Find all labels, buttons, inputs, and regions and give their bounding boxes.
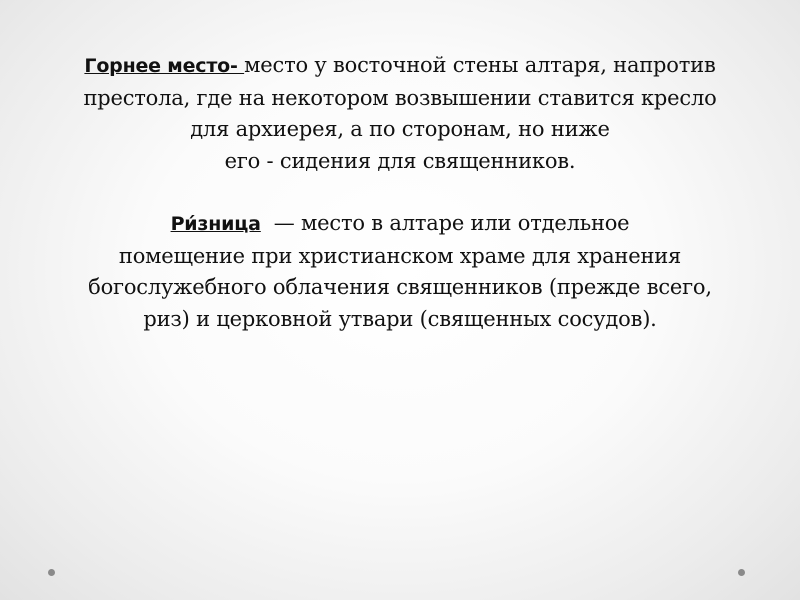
paragraph-gap [30, 177, 770, 208]
definition-gornee-mesto [30, 50, 770, 177]
definition-line: для архиерея, а по сторонам, но ниже [190, 117, 610, 141]
term-riznitsa: Ри́зница [170, 213, 261, 235]
definition-line: его - сидения для священников. [224, 148, 576, 173]
slide-text [30, 50, 770, 335]
definition-line: богослужебного облачения священников (прежде всего, [88, 275, 712, 299]
definition-line: риз) и церковной утвари (священных сосудов). [143, 306, 657, 331]
definition-riznitsa [30, 208, 770, 335]
term-gornee-mesto: Горнее место- [84, 55, 245, 77]
definition-line: место у восточной стены алтаря, напротив [244, 53, 716, 77]
definition-line: помещение при христианском храме для хранения [118, 243, 682, 268]
left-bullet-dot-icon [48, 569, 55, 576]
right-bullet-dot-icon [738, 569, 745, 576]
definition-line: престола, где на некотором возвышении ставится кресло [83, 85, 717, 110]
definition-line: — место в алтаре или отдельное [260, 211, 630, 235]
